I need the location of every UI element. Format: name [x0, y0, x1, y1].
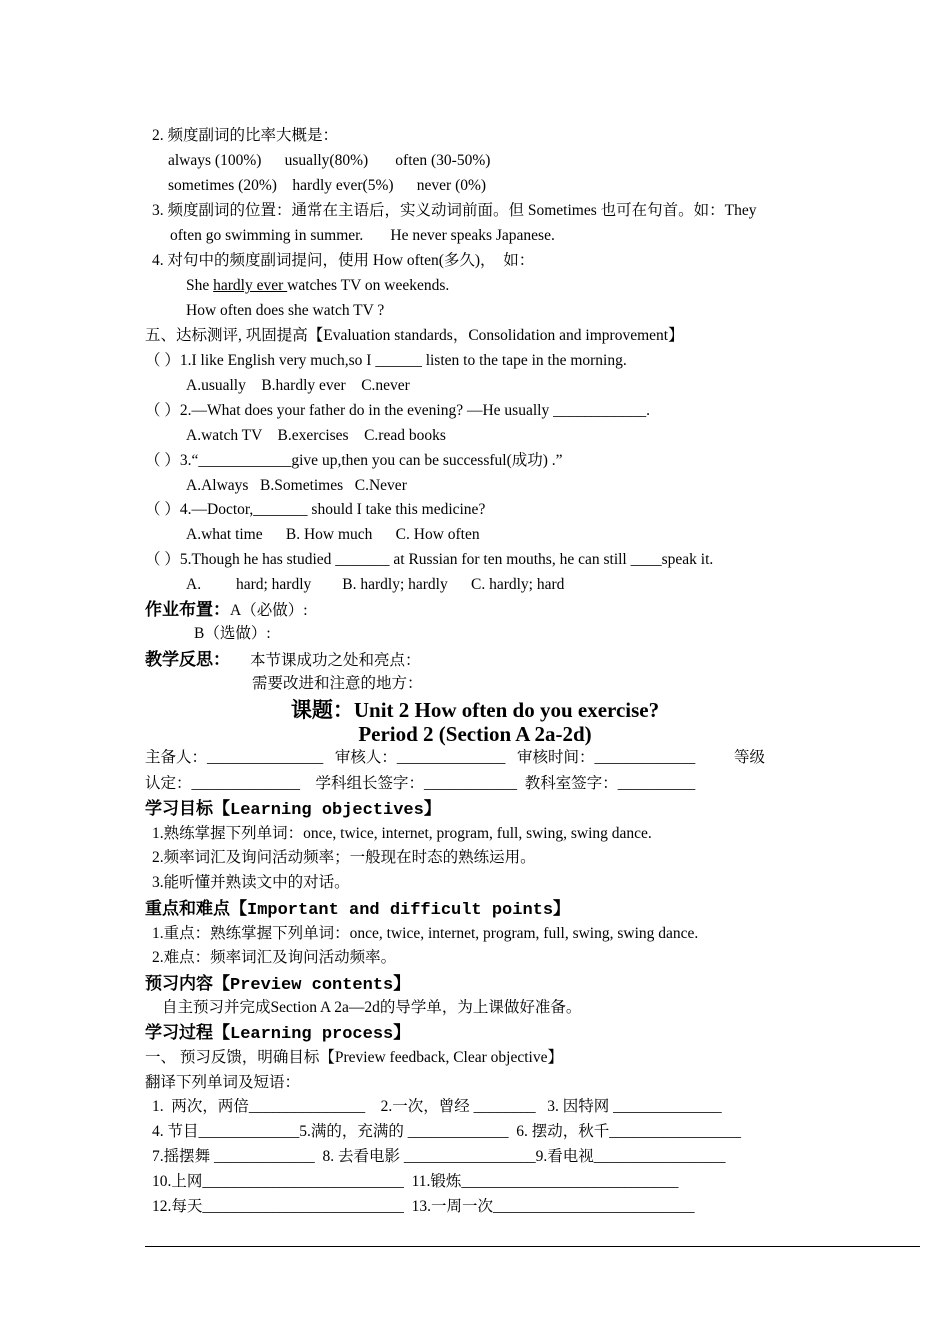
- question-3: （ ）3.“____________give up,then you can be successful(成功) .”: [145, 452, 563, 469]
- objective-2: 2.频率词汇及询问活动频率；一般现在时态的熟练运用。: [152, 849, 536, 866]
- keypoints-heading: [145, 899, 570, 921]
- vocab-row-5: 12.每天__________________________ 13.一周一次__________________________: [152, 1198, 695, 1215]
- process-sub: 一、 预习反馈，明确目标【Preview feedback, Clear objective】: [145, 1049, 563, 1066]
- process-instruction: 翻译下列单词及短语：: [145, 1074, 301, 1091]
- objectives-heading: [145, 799, 441, 821]
- note-4-example: [186, 276, 449, 296]
- note-4: 4. 对句中的频度副词提问，使用 How often(多久)， 如：: [152, 252, 535, 269]
- homework-line: [145, 600, 308, 621]
- objectives-heading-cn: 学习目标: [145, 799, 213, 819]
- preview-heading-cn: 预习内容: [145, 974, 213, 994]
- lesson-title: 课题：Unit 2 How often do you exercise?: [290, 698, 660, 722]
- question-1: （ ）1.I like English very much,so I ______ listen to the tape in the morning.: [145, 352, 627, 369]
- preview-heading: [145, 974, 410, 996]
- note-2-ratios-a: always (100%) usually(80%) often (30-50%): [168, 152, 491, 169]
- vocab-row-4: 10.上网__________________________ 11.锻炼____________________________: [152, 1173, 679, 1190]
- vocab-row-2: 4. 节目_____________5.满的，充满的 _____________ 6. 摆动，秋千_________________: [152, 1123, 742, 1140]
- reflection-label: 教学反思：: [145, 650, 230, 670]
- process-heading: [145, 1023, 410, 1045]
- note-4-question: How often does she watch TV ?: [186, 302, 385, 319]
- meta-line-1: 主备人：_______________ 审核人：______________ 审核时间：_____________ 等级: [145, 749, 766, 766]
- question-2-options: A.watch TV B.exercises C.read books: [186, 427, 446, 444]
- note-3-examples: often go swimming in summer. He never speaks Japanese.: [170, 227, 555, 244]
- preview-text: 自主预习并完成Section A 2a—2d的导学单，为上课做好准备。: [162, 999, 582, 1016]
- preview-heading-en: 【Preview contents】: [213, 976, 411, 995]
- objective-3: 3.能听懂并熟读文中的对话。: [152, 874, 350, 891]
- question-4: （ ）4.—Doctor,_______ should I take this medicine?: [145, 501, 486, 518]
- question-1-options: A.usually B.hardly ever C.never: [186, 377, 410, 394]
- note-2-ratios-b: sometimes (20%) hardly ever(5%) never (0%): [168, 177, 487, 194]
- meta-line-2: 认定：______________ 学科组长签字：____________ 教科室签字：__________: [145, 775, 696, 792]
- question-5-options: A. hard; hardly B. hardly; hardly C. hardly; hard: [186, 576, 565, 593]
- question-2: （ ）2.—What does your father do in the evening? —He usually ____________.: [145, 402, 650, 419]
- underlined-adverb: hardly ever: [213, 277, 288, 294]
- question-4-options: A.what time B. How much C. How often: [186, 526, 480, 543]
- note-2: 2. 频度副词的比率大概是：: [152, 127, 339, 144]
- example-text-post: watches TV on weekends.: [287, 277, 450, 294]
- example-text-pre: She: [186, 277, 214, 294]
- reflection-b: 需要改进和注意的地方：: [252, 675, 423, 692]
- keypoints-heading-cn: 重点和难点: [145, 899, 230, 919]
- keypoints-heading-en: 【Important and difficult points】: [230, 901, 571, 920]
- question-3-options: A.Always B.Sometimes C.Never: [186, 477, 407, 494]
- keypoint-2: 2.难点：频率词汇及询问活动频率。: [152, 949, 397, 966]
- lesson-period: Period 2 (Section A 2a-2d): [358, 722, 592, 746]
- keypoint-1: 1.重点：熟练掌握下列单词：once, twice, internet, program, full, swing, swing dance.: [152, 925, 699, 942]
- homework-a: A（必做）:: [230, 602, 308, 619]
- objectives-heading-en: 【Learning objectives】: [213, 801, 441, 820]
- process-heading-en: 【Learning process】: [213, 1025, 411, 1044]
- homework-b: B（选做）:: [194, 625, 271, 642]
- reflection-a: 本节课成功之处和亮点：: [250, 652, 421, 669]
- vocab-row-1: 1. 两次，两倍_______________ 2.一次，曾经 ________ 3. 因特网 ______________: [152, 1098, 722, 1115]
- vocab-row-3: 7.摇摆舞 _____________ 8. 去看电影 _________________9.看电视_________________: [152, 1148, 726, 1165]
- objective-1: 1.熟练掌握下列单词：once, twice, internet, program, full, swing, swing dance.: [152, 825, 652, 842]
- note-3: 3. 频度副词的位置：通常在主语后，实义动词前面。但 Sometimes 也可在句首。如：They: [152, 202, 757, 219]
- question-5: （ ）5.Though he has studied _______ at Russian for ten mouths, he can still ____speak it.: [145, 551, 714, 568]
- reflection-line: [145, 650, 421, 671]
- section-5-heading: 五、达标测评, 巩固提高【Evaluation standards，Consolidation and improvement】: [145, 327, 684, 344]
- process-heading-cn: 学习过程: [145, 1023, 213, 1043]
- page-footer-rule: [145, 1246, 920, 1247]
- homework-label: 作业布置：: [145, 600, 230, 620]
